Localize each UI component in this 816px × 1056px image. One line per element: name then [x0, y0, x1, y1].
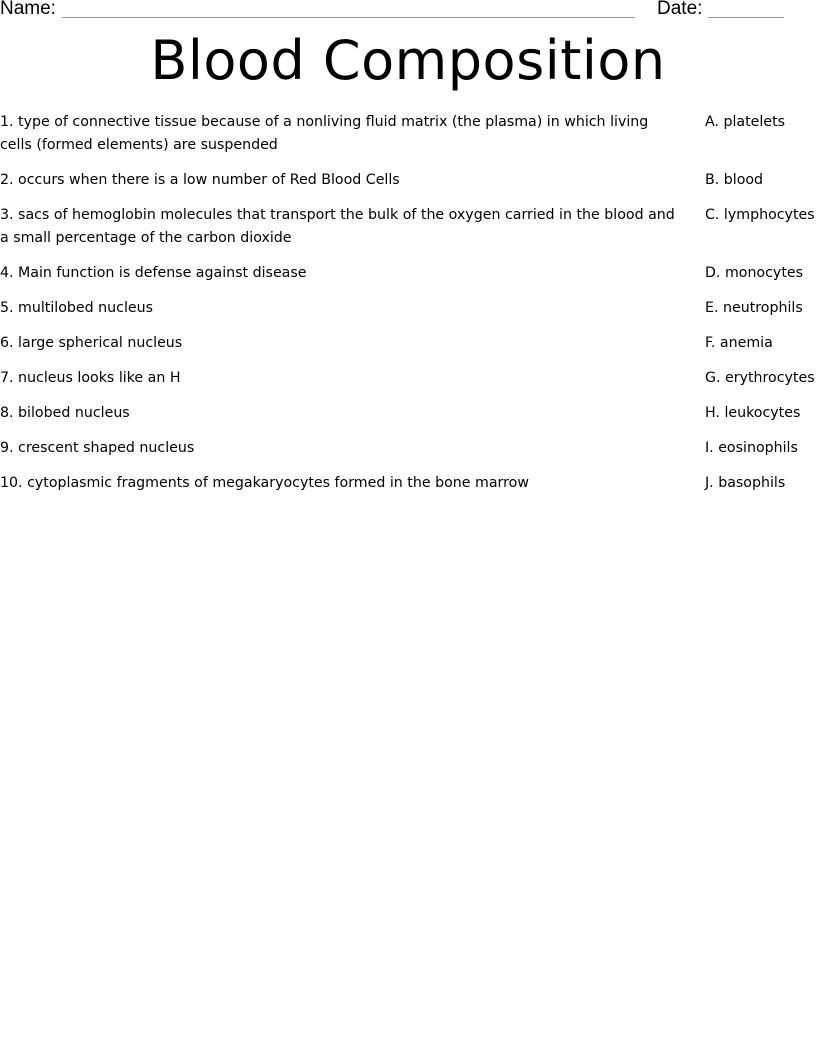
question-item: 9. crescent shaped nucleus [0, 440, 195, 456]
answer-item: C. lymphocytes [705, 207, 815, 223]
question-item: 7. nucleus looks like an H [0, 370, 181, 386]
page-title: Blood Composition [150, 29, 666, 92]
question-item: 8. bilobed nucleus [0, 405, 130, 421]
answer-item: D. monocytes [705, 265, 803, 281]
question-item: 1. type of connective tissue because of a nonliving fluid matrix (the plasma) in which living cells (formed elements) are suspended [0, 114, 649, 153]
date-field-line [708, 17, 784, 18]
answer-item: B. blood [705, 172, 764, 188]
question-item: 10. cytoplasmic fragments of megakaryocytes formed in the bone marrow [0, 475, 529, 491]
question-item: 2. occurs when there is a low number of Red Blood Cells [0, 172, 400, 188]
question-item: 4. Main function is defense against disease [0, 265, 307, 281]
answer-item: J. basophils [705, 475, 786, 491]
questions-list [0, 111, 680, 507]
answer-item: I. eosinophils [705, 440, 798, 456]
worksheet-header [0, 0, 816, 24]
question-item: 5. multilobed nucleus [0, 300, 154, 316]
answer-item: E. neutrophils [705, 300, 803, 316]
answer-item: G. erythrocytes [705, 370, 815, 386]
answer-item: H. leukocytes [705, 405, 801, 421]
question-item: 6. large spherical nucleus [0, 335, 183, 351]
question-item: 3. sacs of hemoglobin molecules that transport the bulk of the oxygen carried in the blood and a small percentage of the carbon dioxide [0, 207, 675, 246]
answer-item: F. anemia [705, 335, 773, 351]
name-field-line [62, 17, 635, 18]
date-label: Date: [657, 0, 703, 19]
answer-item: A. platelets [705, 114, 786, 130]
name-label: Name: [0, 0, 56, 19]
